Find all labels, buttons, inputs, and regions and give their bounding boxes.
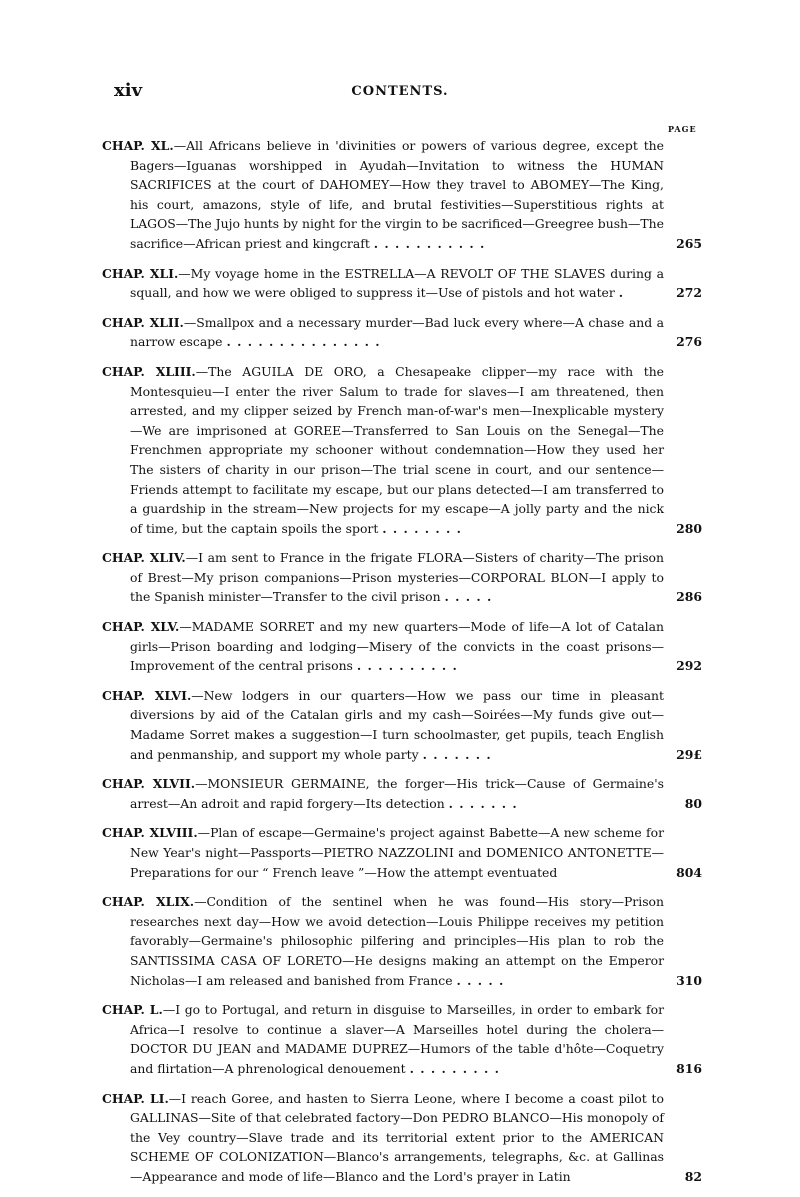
chapter-page-number: 286: [676, 589, 702, 605]
chapter-summary: —Smallpox and a necessary murder—Bad luck every where—A chase and a narrow escape: [130, 314, 664, 350]
chapter-summary: —MONSIEUR GERMAINE, the forger—His trick—Cause of Germaine's arrest—An adroit and rapid forgery—Its detection: [130, 776, 665, 811]
chapter-page-number: 804: [676, 864, 702, 880]
chapter-summary: —All Africans believe in 'divinities or powers of various degree, except the Bagers—Iguanas worshipped in Ayudah—Invitation to witness the HUMAN SACRIFICES at the court of DAHOMEY—How they travel to ABOMEY—The King, his court, amazons, style of life, and brutal festivities—Superstitious rights at LAGOS—The Jujo hunts by night for the virgin to be sacrificed—Greegree bush—The sacrifice—African priest and kingcraft: [130, 138, 664, 251]
chapter-label: CHAP. XLIX.: [102, 894, 195, 910]
leader-dots: . . . . . . . . . . . . . . .: [226, 334, 381, 350]
chapter-summary: —I am sent to France in the frigate FLORA—Sisters of charity—The prison of Brest—My prison companions—Prison mysteries—CORPORAL BLON—I apply to the Spanish minister—Transfer to the civil prison: [130, 550, 664, 605]
contents-entry-43: [102, 362, 702, 538]
page-title: CONTENTS.: [351, 84, 449, 99]
chapter-label: CHAP. XLIV.: [102, 550, 186, 566]
chapter-page-number: 310: [676, 972, 702, 988]
leader-dots: . . . . . . .: [422, 746, 492, 762]
chapter-label: CHAP. XLV.: [102, 619, 180, 635]
contents-entry-45: [102, 617, 702, 676]
chapter-label: CHAP. XLI.: [102, 265, 179, 281]
chapter-page-number: 265: [676, 235, 702, 251]
chapter-page-number: 80: [684, 795, 702, 811]
chapter-summary: —New lodgers in our quarters—How we pass our time in pleasant diversions by aid of the Catalan girls and my cash—Soirées—My funds give out—Madame Sorret makes a suggestion—I turn schoolmaster, get pupils, teach English and penmanship, and support my whole party: [130, 687, 664, 762]
chapter-summary: —My voyage home in the ESTRELLA—A REVOLT OF THE SLAVES during a squall, and how we were obliged to suppress it—Use of pistols and hot water: [130, 265, 664, 301]
chapter-label: CHAP. XLII.: [102, 314, 184, 330]
chapter-summary: —Plan of escape—Germaine's project against Babette—A new scheme for New Year's night—Passports—PIETRO NAZZOLINI and DOMENICO ANTONETTE—Preparations for our “ French leave ”—How the attempt eventuated: [130, 825, 664, 880]
chapter-summary: —I go to Portugal, and return in disguise to Marseilles, in order to embark for Africa—I resolve to continue a slaver—A Marseilles hotel during the cholera—DOCTOR DU JEAN and MADAME DUPREZ—Humors of the table d'hôte—Coquetry and flirtation—A phrenological denouement: [130, 1002, 664, 1076]
chapter-label: CHAP. LI.: [102, 1090, 169, 1106]
leader-dots: . . . . . . .: [448, 795, 518, 811]
chapter-page-number: 280: [676, 520, 702, 536]
contents-entry-40: [102, 136, 702, 254]
contents-entry-50: [102, 1000, 702, 1078]
leader-dots: . . . . . . . . . .: [356, 658, 458, 674]
chapter-label: CHAP. L.: [102, 1002, 163, 1018]
chapter-page-number: 816: [676, 1060, 702, 1076]
chapter-page-number: 292: [676, 658, 702, 674]
contents-entry-42: [102, 313, 702, 352]
leader-dots: . . . . .: [456, 972, 505, 988]
page-number: xiv: [114, 80, 143, 101]
contents-list: [102, 136, 702, 1197]
leader-dots: .: [618, 285, 625, 301]
contents-entry-47: [102, 774, 702, 813]
chapter-label: CHAP. XLVIII.: [102, 825, 198, 841]
chapter-summary: —Condition of the sentinel when he was found—His story—Prison researches next day—How we avoid detection—Louis Philippe receives my petition favorably—Germaine's philosophic pilfering and principles—His plan to rob the SANTISSIMA CASA OF LORETO—He designs making an attempt on the Emperor Nicholas—I am released and banished from France: [130, 894, 664, 988]
page-column-label: PAGE: [668, 124, 697, 134]
chapter-label: CHAP. XLVI.: [102, 687, 192, 703]
chapter-label: CHAP. XLVII.: [102, 776, 196, 792]
leader-dots: . . . . . . . . .: [409, 1060, 500, 1076]
chapter-summary: —The AGUILA DE ORO, a Chesapeake clipper—my race with the Montesquieu—I enter the river Salum to trade for slaves—I am threatened, then arrested, and my clipper seized by French man-of-war's men—Inexplicable mystery—We are imprisoned at GOREE—Transferred to San Louis on the Senegal—The Frenchmen appropriate my schooner without condemnation—How they used her The sisters of charity in our prison—The trial scene in court, and our sentence—Friends attempt to facilitate my escape, but our plans detected—I am transferred to a guardship in the stream—New projects for my escape—A jolly party and the nick of time, but the captain spoils the sport: [130, 363, 665, 536]
contents-entry-44: [102, 548, 702, 607]
chapter-page-number: 272: [676, 285, 702, 301]
chapter-label: CHAP. XLIII.: [102, 363, 196, 379]
contents-entry-51: [102, 1089, 702, 1187]
contents-entry-46: [102, 686, 702, 764]
chapter-page-number: 29£: [676, 746, 702, 762]
chapter-summary: —MADAME SORRET and my new quarters—Mode of life—A lot of Catalan girls—Prison boarding and lodging—Misery of the convicts in the coast prisons—Improvement of the central prisons: [130, 619, 664, 674]
chapter-label: CHAP. XL.: [102, 138, 174, 153]
chapter-page-number: 276: [676, 334, 702, 350]
contents-entry-49: [102, 892, 702, 990]
leader-dots: . . . . .: [444, 589, 493, 605]
contents-entry-41: [102, 264, 702, 303]
chapter-summary: —I reach Goree, and hasten to Sierra Leone, where I become a coast pilot to GALLINAS—Site of that celebrated factory—Don PEDRO BLANCO—His monopoly of the Vey country—Slave trade and its territorial extent prior to the AMERICAN SCHEME OF COLONIZATION—Blanco's arrangements, telegraphs, &c. at Gallinas—Appearance and mode of life—Blanco and the Lord's prayer in Latin: [130, 1090, 664, 1184]
leader-dots: . . . . . . . . . . .: [373, 235, 486, 251]
contents-entry-48: [102, 823, 702, 882]
chapter-page-number: 82: [684, 1168, 702, 1184]
leader-dots: . . . . . . . .: [382, 520, 462, 536]
